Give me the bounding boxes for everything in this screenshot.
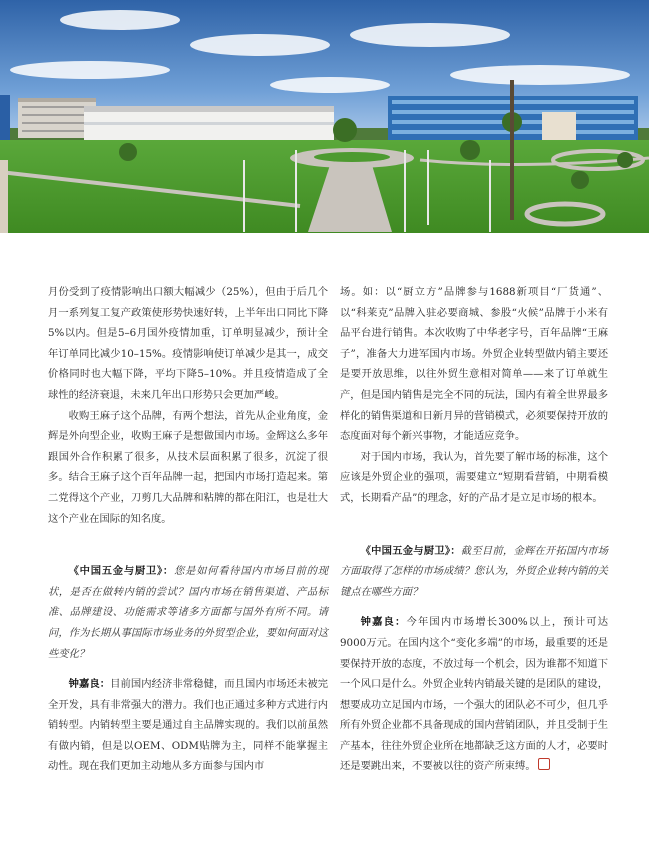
answer-text: 今年国内市场增长300%以上，预计可达9000万元。在国内这个“变化多端”的市场，最重要的还是要保持开放的态度，不放过每一个机会，因为谁都不知道下一个风口是什么。外贸企业转内销最关键的是团队的建设，想要成功立足国内市场，一个强大的团队必不可少，但几乎所有外贸企业都不具备现成的国内营销团队，并且受制于生产基本，往往外贸企业所在地都缺乏这方面的人才，必要时还是要跳出来，不要被以往的资产所束缚。 — [340, 616, 609, 773]
paragraph: 对于国内市场，我认为，首先要了解市场的标准，这个应该是外贸企业的强项，需要建立“短期看营销，中期看模式，长期看产品”的理念，好的产品才是立足市场的根本。 — [340, 450, 608, 504]
paragraph: 场。如：以“厨立方”品牌参与1688新项目“厂货通”、以“科莱克”品牌入驻必要商城、参股“火候”品牌于小米有品平台进行销售。本次收购了中华老字号，百年品牌“王麻子”，准备大力进军国内市场。外贸企业转型做内销主要还是要开放思维，以往外贸生意相对简单——来了订单就生产，但是国内销售是完全不同的玩法，国内有着全世界最多样化的销售渠道和日新月异的营销模式，必须要保持开放的态度面对每个新兴事物，才能适应竞争。 — [340, 286, 608, 443]
paragraph: 收购王麻子这个品牌，有两个想法，首先从企业角度，金辉是外向型企业，收购王麻子是想做国内市场。金辉这么多年跟国外合作积累了很多，从技术层面积累了很多，沉淀了很多。结合王麻子这个百年品牌一起，把国内市场打造起来。第二党得这个产业，刀剪几大品牌和粘牌的都在阳江，也是壮大这个产业在国际的知名度。 — [48, 409, 328, 525]
interview-question — [340, 541, 608, 603]
question-label: 《中国五金与厨卫》： — [68, 565, 174, 578]
interview-answer — [340, 612, 608, 777]
question-text: 截至目前，金辉在开拓国内市场方面取得了怎样的市场成绩？您认为，外贸企业转内销的关键点在哪些方面？ — [340, 544, 609, 598]
question-label: 《中国五金与厨卫》： — [360, 544, 461, 557]
right-article-column — [340, 282, 608, 777]
left-article-column — [48, 282, 328, 777]
article-end-icon — [538, 758, 550, 770]
question-text: 您是如何看待国内市场目前的现状，是否在做转内销的尝试？国内市场在销售渠道、产品标准、品牌建设、功能需求等诸多方面都与国外有所不同。请问，作为长期从事国际市场业务的外贸型企业，要如何面对这些变化？ — [48, 565, 329, 660]
answer-speaker: 钟嘉良： — [68, 678, 111, 691]
interview-question — [48, 561, 328, 664]
factory-campus-photo — [0, 0, 649, 233]
paragraph: 月份受到了疫情影响出口额大幅减少（25%），但由于后几个月一系列复工复产政策使形势快速好转，上半年出口同比下降5%以内。但是5–6月国外疫情加重，订单明显减少，预计全年订单同比减少10–15%。疫情影响使订单减少是其一，成交价格同时也大幅下降，平均下降5–10%。并且疫情造成了全球性的经济衰退，未来几年出口形势只会更加严峻。 — [48, 286, 328, 401]
interview-answer — [48, 674, 328, 777]
answer-text: 目前国内经济非常稳健，而且国内市场还未被完全开发，具有非常强大的潜力。我们也正通过多种方式进行内销转型。内销转型主要是通过自主品牌实现的。我们以前虽然有做内销，但是以OEM、ODM贴牌为主，同样不能掌握主动性。现在我们更加主动地从多方面参与国内市 — [48, 678, 329, 773]
answer-speaker: 钟嘉良： — [360, 616, 407, 629]
